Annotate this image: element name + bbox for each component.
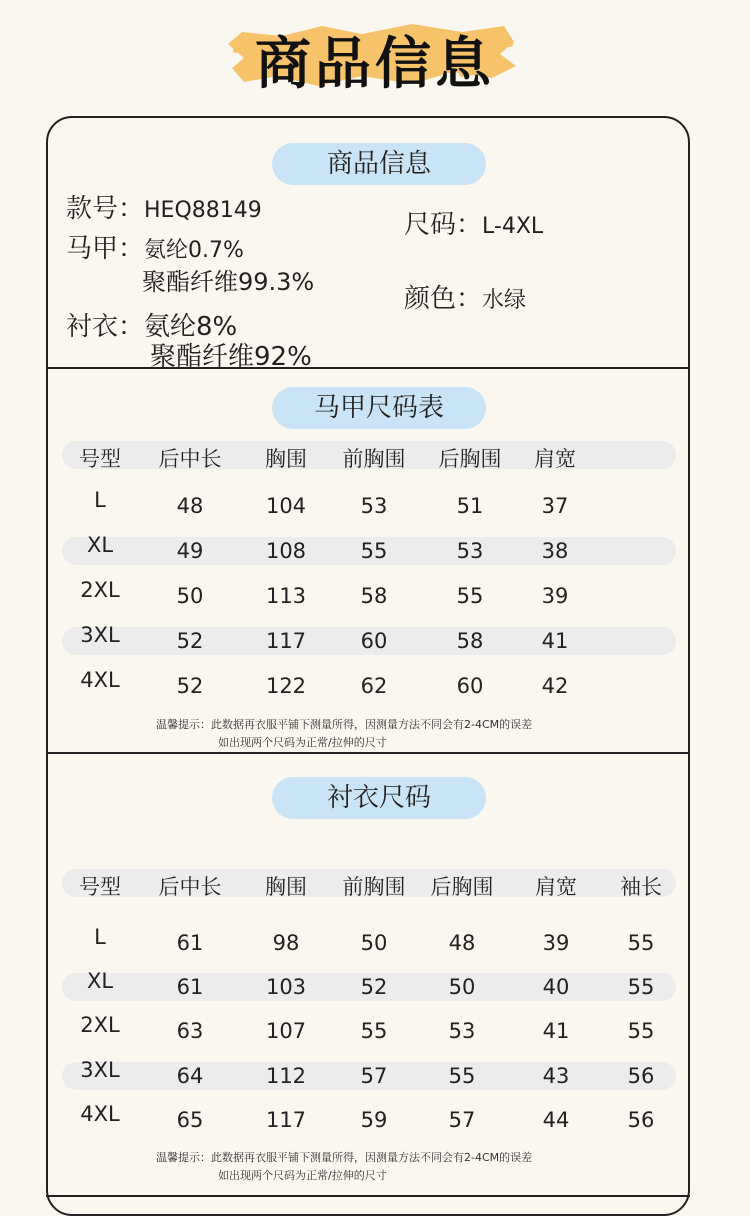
vest-material-label: 马甲： (66, 234, 145, 264)
table-cell: 59 (360, 1108, 388, 1132)
shirt-note-line-2: 如出现两个尺码为正常/拉伸的尺寸 (218, 1169, 387, 1182)
section-divider (46, 367, 690, 369)
style-no-row (66, 188, 262, 225)
table-cell: L (94, 925, 106, 949)
table-cell: 39 (541, 584, 569, 608)
table-cell: 113 (265, 584, 307, 608)
table-cell: 104 (265, 494, 307, 518)
table-cell: 103 (265, 975, 307, 999)
table-header-cell: 后中长 (158, 447, 222, 471)
style-no-label: 款号： (66, 194, 145, 224)
table-header-cell: 号型 (79, 875, 121, 899)
table-header-cell: 胸围 (265, 447, 307, 471)
table-cell: 50 (448, 975, 476, 999)
style-no-value: HEQ88149 (144, 198, 262, 223)
table-cell: 39 (542, 931, 570, 955)
table-cell: 65 (176, 1108, 204, 1132)
shirt-material-2: 聚酯纤维92% (150, 342, 312, 372)
table-cell: 58 (360, 584, 388, 608)
table-cell: 3XL (80, 1058, 120, 1082)
table-cell: 55 (627, 975, 655, 999)
table-cell: 107 (265, 1019, 307, 1043)
table-cell: 53 (448, 1019, 476, 1043)
table-cell: 117 (265, 1108, 307, 1132)
vest-material-row (66, 228, 244, 265)
shirt-note-line-1: 温馨提示：此数据再衣服平铺下测量所得，因测量方法不同会有2-4CM的误差 (156, 1151, 533, 1164)
color-row (404, 278, 526, 315)
table-cell: 42 (541, 674, 569, 698)
table-cell: 55 (448, 1064, 476, 1088)
table-cell: 49 (176, 539, 204, 563)
table-cell: 41 (541, 629, 569, 653)
table-cell: 41 (542, 1019, 570, 1043)
table-cell: 51 (456, 494, 484, 518)
table-cell: 60 (456, 674, 484, 698)
table-cell: 53 (456, 539, 484, 563)
table-cell: 38 (541, 539, 569, 563)
vest-material-2: 聚酯纤维99.3% (142, 268, 315, 296)
product-info-heading: 商品信息 (272, 143, 486, 185)
table-cell: 55 (360, 1019, 388, 1043)
table-header-cell: 肩宽 (535, 875, 577, 899)
table-cell: 43 (542, 1064, 570, 1088)
table-cell: 56 (627, 1108, 655, 1132)
table-cell: 2XL (80, 578, 120, 602)
color-value: 水绿 (482, 288, 527, 313)
table-cell: 50 (176, 584, 204, 608)
table-header-cell: 前胸围 (342, 875, 406, 899)
table-header-cell: 后胸围 (438, 447, 502, 471)
table-cell: 60 (360, 629, 388, 653)
table-cell: 4XL (80, 1102, 120, 1126)
table-cell: 112 (265, 1064, 307, 1088)
table-cell: 61 (176, 931, 204, 955)
table-cell: 50 (360, 931, 388, 955)
table-cell: 62 (360, 674, 388, 698)
section-divider (46, 752, 690, 754)
table-cell: 55 (360, 539, 388, 563)
table-header-cell: 胸围 (265, 875, 307, 899)
table-cell: 52 (360, 975, 388, 999)
table-cell: 53 (360, 494, 388, 518)
table-cell: 122 (265, 674, 307, 698)
vest-material-1: 氨纶0.7% (144, 238, 244, 263)
section-divider (46, 1195, 690, 1197)
table-cell: 57 (448, 1108, 476, 1132)
table-cell: 61 (176, 975, 204, 999)
table-cell: 48 (176, 494, 204, 518)
color-label: 颜色： (404, 284, 483, 314)
table-cell: 98 (272, 931, 300, 955)
table-cell: XL (86, 969, 114, 993)
table-cell: 58 (456, 629, 484, 653)
table-cell: 44 (542, 1108, 570, 1132)
table-cell: 37 (541, 494, 569, 518)
table-header-cell: 肩宽 (534, 447, 576, 471)
table-header-cell: 前胸围 (342, 447, 406, 471)
page-title: 商品信息 (255, 32, 495, 97)
table-cell: 52 (176, 629, 204, 653)
table-header-cell: 号型 (79, 447, 121, 471)
table-cell: 4XL (80, 668, 120, 692)
shirt-size-heading: 衬衣尺码 (272, 777, 486, 819)
vest-note-line-2: 如出现两个尺码为正常/拉伸的尺寸 (218, 736, 387, 749)
table-header-cell: 后中长 (158, 875, 222, 899)
shirt-material-label: 衬衣： (66, 312, 145, 342)
table-cell: 117 (265, 629, 307, 653)
table-cell: 108 (265, 539, 307, 563)
table-cell: 3XL (80, 623, 120, 647)
table-cell: 64 (176, 1064, 204, 1088)
vest-note-line-1: 温馨提示：此数据再衣服平铺下测量所得，因测量方法不同会有2-4CM的误差 (156, 718, 533, 731)
table-cell: L (94, 488, 106, 512)
table-cell: 48 (448, 931, 476, 955)
table-cell: 55 (627, 1019, 655, 1043)
table-cell: 40 (542, 975, 570, 999)
table-header-cell: 后胸围 (430, 875, 494, 899)
table-header-cell: 袖长 (620, 875, 662, 899)
size-row (404, 204, 543, 241)
size-label: 尺码： (404, 210, 483, 240)
table-cell: 52 (176, 674, 204, 698)
table-cell: 2XL (80, 1013, 120, 1037)
vest-size-heading: 马甲尺码表 (272, 387, 486, 429)
size-value: L-4XL (482, 214, 544, 239)
table-cell: XL (86, 533, 114, 557)
table-cell: 55 (456, 584, 484, 608)
page-header (0, 0, 750, 110)
table-cell: 55 (627, 931, 655, 955)
table-cell: 63 (176, 1019, 204, 1043)
shirt-material-1: 氨纶8% (144, 312, 238, 342)
table-cell: 57 (360, 1064, 388, 1088)
table-cell: 56 (627, 1064, 655, 1088)
